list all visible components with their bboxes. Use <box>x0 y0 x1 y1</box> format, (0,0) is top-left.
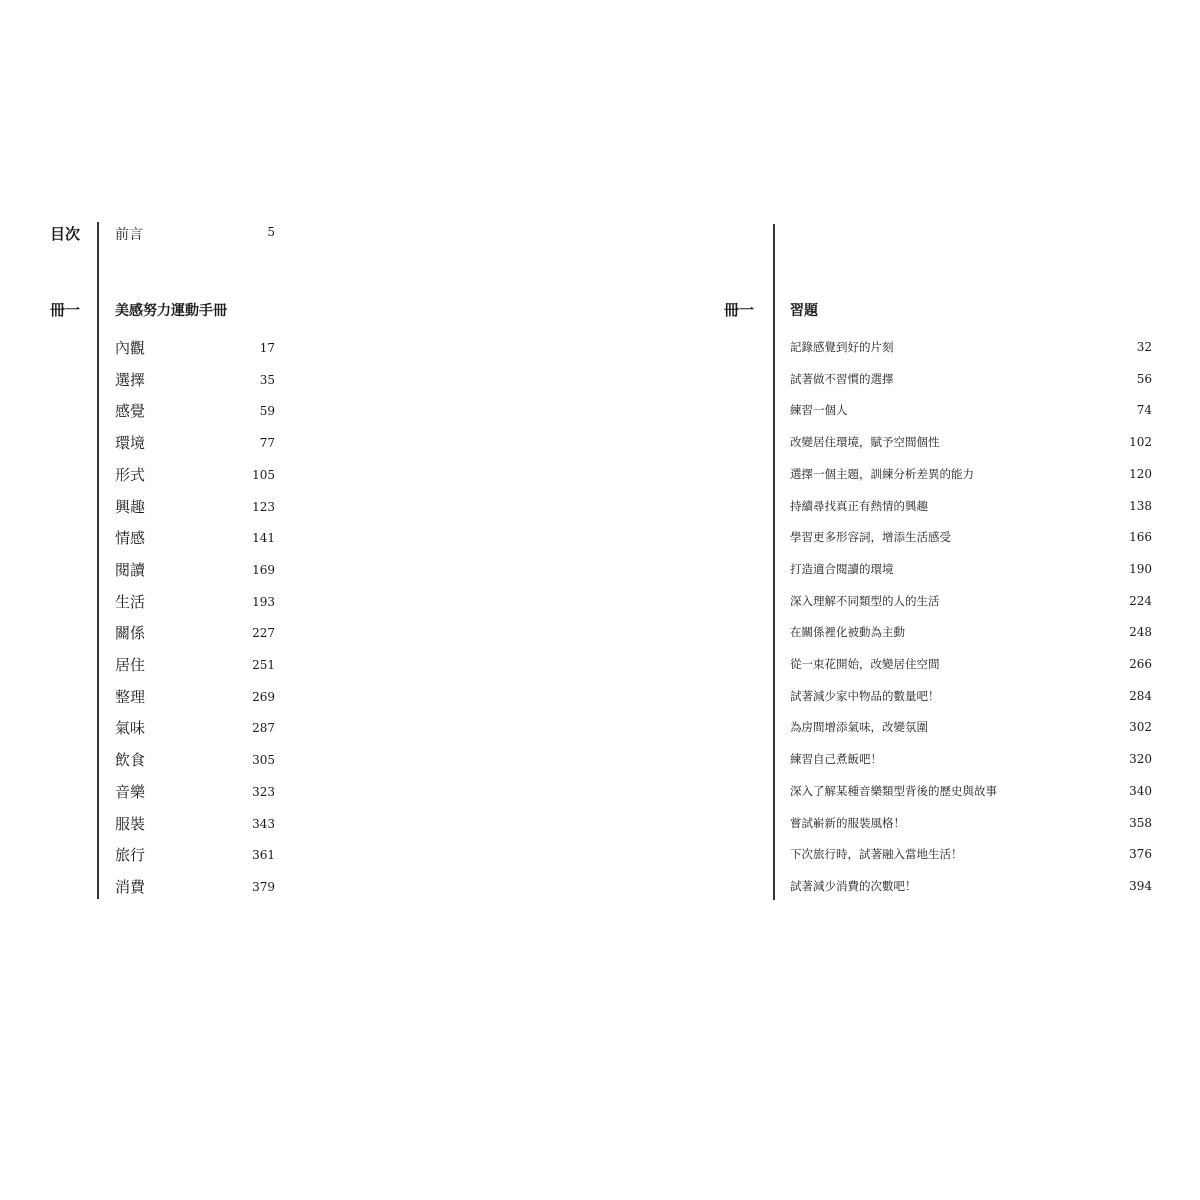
exercise-label: 為房間增添氣味，改變氛圍 <box>790 720 928 735</box>
right-divider-line <box>773 224 775 900</box>
chapter-label: 閱讀 <box>115 560 146 579</box>
exercise-row <box>790 718 1152 736</box>
exercise-row <box>790 370 1152 388</box>
chapter-row <box>115 877 275 897</box>
exercise-label: 從一束花開始，改變居住空間 <box>790 657 940 671</box>
chapter-label: 情感 <box>115 529 146 548</box>
left-divider-line <box>97 222 99 899</box>
exercise-row <box>790 465 1152 483</box>
preface-label: 前言 <box>115 227 143 243</box>
exercise-page: 190 <box>1129 561 1152 576</box>
chapter-label: 旅行 <box>115 846 146 865</box>
exercise-page: 56 <box>1136 371 1152 386</box>
exercise-label: 練習一個人 <box>790 403 848 418</box>
exercise-page: 248 <box>1129 625 1152 640</box>
chapter-row <box>115 687 275 707</box>
part-title-left: 美感努力運動手冊 <box>115 303 227 319</box>
exercise-label: 練習自己煮飯吧！ <box>790 752 882 767</box>
chapter-page: 141 <box>252 531 275 546</box>
chapter-row <box>115 433 275 453</box>
chapter-row <box>115 560 275 580</box>
exercise-label: 試著減少消費的次數吧！ <box>790 878 917 893</box>
exercise-page: 320 <box>1129 752 1152 767</box>
chapter-page: 361 <box>252 848 275 863</box>
chapter-page: 269 <box>252 689 275 704</box>
exercise-label: 下次旅行時，試著融入當地生活！ <box>790 847 963 862</box>
chapter-page: 123 <box>252 499 275 514</box>
chapter-label: 服裝 <box>115 814 146 833</box>
exercise-label: 在關係裡化被動為主動 <box>790 625 905 640</box>
chapter-row <box>115 782 275 802</box>
exercise-row <box>790 877 1152 895</box>
chapter-row <box>115 750 275 770</box>
chapter-label: 居住 <box>115 656 146 674</box>
chapter-row <box>115 465 275 485</box>
chapter-label: 內觀 <box>115 339 146 357</box>
exercise-page: 102 <box>1129 435 1152 450</box>
exercise-page: 376 <box>1129 847 1152 862</box>
chapter-label: 生活 <box>115 592 146 611</box>
chapter-row <box>115 592 275 612</box>
exercise-page: 166 <box>1129 530 1152 545</box>
chapter-label: 消費 <box>115 877 146 896</box>
exercise-row <box>790 592 1152 610</box>
chapter-page: 251 <box>252 658 275 672</box>
exercise-row <box>790 750 1152 768</box>
chapter-row <box>115 655 275 675</box>
chapter-page: 193 <box>252 594 275 609</box>
chapter-row <box>115 623 275 643</box>
exercise-label: 改變居住環境，賦予空間個性 <box>790 435 940 450</box>
chapter-page: 17 <box>259 341 275 355</box>
chapter-label: 整理 <box>115 687 146 706</box>
chapter-label: 興趣 <box>115 497 146 516</box>
chapter-page: 305 <box>252 753 275 768</box>
exercise-row <box>790 623 1152 641</box>
exercise-label: 試著做不習慣的選擇 <box>790 371 894 386</box>
exercise-row <box>790 338 1152 356</box>
exercise-label: 記錄感覺到好的片刻 <box>790 340 894 354</box>
chapter-page: 105 <box>252 467 275 482</box>
exercise-row <box>790 401 1152 419</box>
exercise-row <box>790 528 1152 546</box>
exercise-page: 224 <box>1129 593 1152 608</box>
exercise-label: 持續尋找真正有熱情的興趣 <box>790 498 928 513</box>
exercise-row <box>790 845 1152 863</box>
toc-title: 目次 <box>50 225 81 243</box>
preface-page: 5 <box>267 225 275 239</box>
chapter-page: 77 <box>259 436 275 451</box>
chapter-label: 環境 <box>115 434 146 453</box>
chapter-label: 關係 <box>115 624 146 643</box>
exercise-row <box>790 687 1152 705</box>
exercise-label: 學習更多形容詞，增添生活感受 <box>790 530 951 545</box>
chapter-row <box>115 814 275 834</box>
chapter-label: 音樂 <box>115 782 146 801</box>
chapter-row <box>115 338 275 358</box>
exercise-page: 138 <box>1129 498 1152 513</box>
exercise-row <box>790 814 1152 832</box>
exercise-label: 試著減少家中物品的數量吧！ <box>790 688 940 703</box>
chapter-page: 227 <box>252 626 275 641</box>
chapter-page: 343 <box>252 816 275 831</box>
exercise-page: 32 <box>1136 340 1152 354</box>
exercise-label: 深入了解某種音樂類型背後的歷史與故事 <box>790 783 997 798</box>
chapter-row <box>115 718 275 738</box>
exercise-page: 266 <box>1129 657 1152 671</box>
exercise-page: 394 <box>1129 878 1152 893</box>
exercise-row <box>790 655 1152 673</box>
exercise-label: 嘗試嶄新的服裝風格！ <box>790 815 905 830</box>
exercise-row <box>790 497 1152 515</box>
exercise-page: 358 <box>1129 815 1152 830</box>
exercise-row <box>790 433 1152 451</box>
chapter-row <box>115 845 275 865</box>
chapter-row <box>115 497 275 517</box>
exercise-page: 340 <box>1129 783 1152 798</box>
chapter-page: 323 <box>252 784 275 799</box>
chapter-label: 形式 <box>115 465 146 484</box>
chapter-row <box>115 370 275 390</box>
exercise-label: 打造適合閱讀的環境 <box>790 561 894 576</box>
part-marker-right: 冊一 <box>724 301 755 319</box>
exercise-page: 74 <box>1136 403 1152 418</box>
exercise-row <box>790 782 1152 800</box>
chapter-page: 35 <box>259 372 275 387</box>
exercise-page: 120 <box>1129 466 1152 481</box>
chapter-label: 選擇 <box>115 370 146 389</box>
chapter-row <box>115 401 275 421</box>
exercise-label: 深入理解不同類型的人的生活 <box>790 593 940 608</box>
part-title-right: 習題 <box>790 303 818 319</box>
chapter-page: 59 <box>259 404 275 419</box>
chapter-page: 169 <box>252 562 275 577</box>
chapter-page: 287 <box>252 721 275 736</box>
exercise-label: 選擇一個主題，訓練分析差異的能力 <box>790 466 974 481</box>
chapter-row <box>115 528 275 548</box>
part-marker-left: 冊一 <box>50 301 81 319</box>
exercise-page: 302 <box>1129 720 1152 735</box>
chapter-page: 379 <box>252 879 275 894</box>
chapter-label: 感覺 <box>115 402 146 421</box>
exercise-row <box>790 560 1152 578</box>
exercise-page: 284 <box>1129 688 1152 703</box>
chapter-label: 飲食 <box>115 751 146 770</box>
chapter-label: 氣味 <box>115 719 146 738</box>
